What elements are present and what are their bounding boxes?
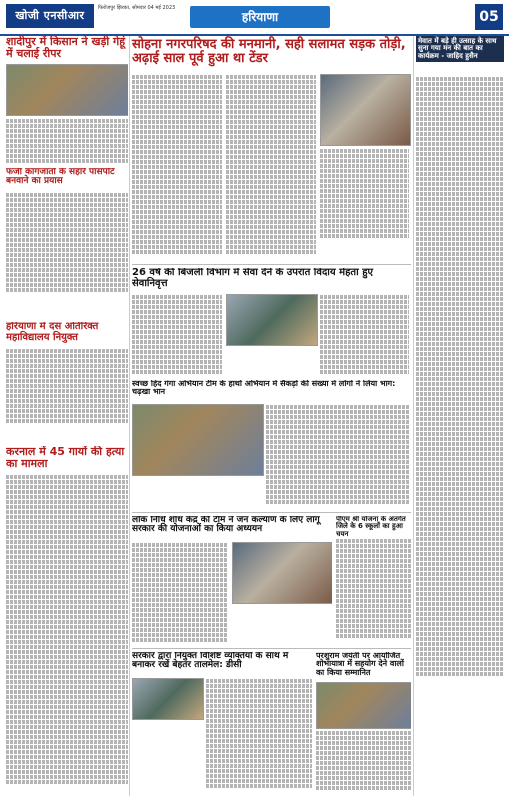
mid-story-6-headline: पीएम श्री योजना के अंतर्गत जिले के 6 स्कूलों का हुआ चयन [336,516,406,538]
mid-story-1 [132,74,411,262]
mid-story-4 [132,516,332,646]
mid-rule-2 [132,512,411,513]
mid-story-4-photo [232,542,332,604]
mid-story-6-body [336,538,411,639]
mid-story-7-photo [316,682,411,729]
mid-story-7 [316,652,411,792]
left-story-3 [6,322,128,442]
mid-banner-story [132,38,411,72]
mid-story-7-headline: परशुराम जयंती पर आयोजित शोभायात्रा में सहयोग देने वालों का किया सम्मानित [316,652,404,677]
left-story-3-body [6,348,128,424]
mid-story-1-body-b [226,74,316,255]
mid-story-1-photo [320,74,411,146]
left-story-2 [6,168,128,318]
mid-story-5-headline: सरकार द्वारा नियुक्त विशिष्ट व्यक्तियों के साथ में बनाकर रखें बेहतर तालमेल: डीसी [132,652,289,671]
brand-logo: खोजी एनसीआर [6,4,94,28]
mid-story-5-photo [132,678,204,720]
mid-story-7-body [316,730,411,791]
mid-story-2-body-b [320,294,409,375]
left-story-1-headline: शादीपुर में किसान ने खड़ी गेहूं में चलाई रीपर [6,36,126,60]
mid-story-1-body-c [320,148,409,239]
mid-story-4-headline: लोक निधि शोध केंद्र की टीम ने जन कल्याण के लिए लागू सरकार की योजनाओं का किया अध्ययन [132,516,320,535]
left-story-1-photo [6,64,128,116]
mid-story-5 [132,652,312,792]
mid-rule-1 [132,264,411,265]
right-story-1 [416,36,504,796]
page-number: 05 [475,4,503,30]
column-divider-right [413,36,414,796]
mid-story-6 [336,516,411,646]
right-story-1-body [416,76,504,677]
column-divider [129,36,130,796]
mid-rule-3 [132,648,411,649]
mid-story-3 [132,380,411,510]
mid-story-5-body [206,678,312,789]
mid-story-2-headline: 26 वर्ष की बिजली विभाग में सेवा देने के उपरांत विदाय मेहता हुए सेवानिवृत्त [132,268,374,289]
masthead [0,0,509,36]
issue-info [98,4,175,12]
issue-date: फिरोजपुर झिरका, सोमवार 04 मई 2023 [98,5,176,11]
left-story-2-body [6,192,128,293]
section-title: हरियाणा [190,6,330,28]
left-story-4-body [6,474,128,785]
mid-banner-headline: सोहना नगरपरिषद की मनमानी, सही सलामत सड़क तोड़ी, अढ़ाई साल पूर्व हुआ था टेंडर [132,37,406,66]
left-story-2-headline: फर्जी कागजातों के सहारे पासपोर्ट बनवाने का प्रयास [6,168,115,187]
mid-story-4-body-a [132,542,228,643]
mid-story-2-body-a [132,294,222,375]
right-story-1-header-box [416,36,504,62]
mid-story-2-photo [226,294,318,346]
right-story-1-headline: मेवात में बड़े ही उत्साह के साथ सुना गया मन की बात का कार्यक्रम - जाहिद हुसैन [418,37,497,60]
left-story-4-headline: करनाल में 45 गायों की हत्या का मामला [6,446,125,470]
left-story-1 [6,36,128,166]
left-story-3-headline: हरियाणा में दस अतिरिक्त महाविद्यालय नियुक्त [6,322,99,343]
mid-story-2 [132,268,411,378]
left-story-4 [6,446,128,796]
mid-story-3-body [266,404,409,505]
mid-story-3-headline: स्वच्छ हिंद गंगा अभियान टीम के हाथों अभियान में सैकड़ों की संख्या में लोगों ने लिया भाग: चढ़खा भान [132,380,396,397]
mid-story-3-photo [132,404,264,476]
left-story-1-body [6,118,128,164]
mid-story-1-body-a [132,74,222,255]
